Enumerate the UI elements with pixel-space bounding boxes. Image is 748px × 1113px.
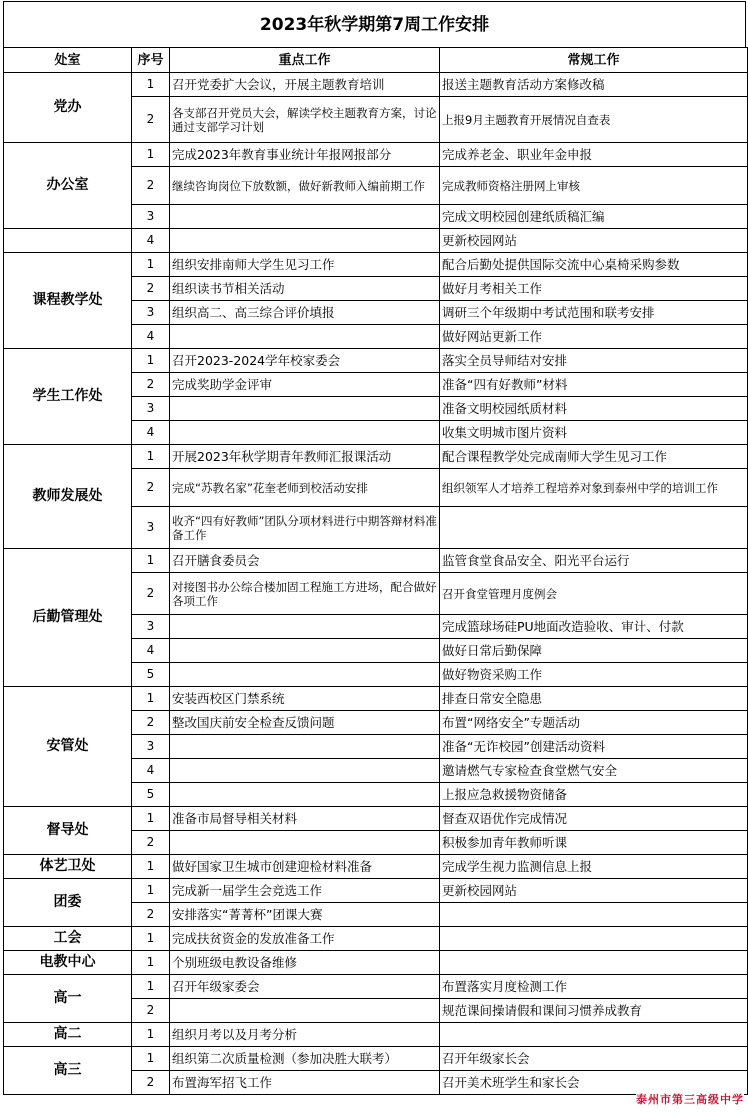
seq-cell: 1 xyxy=(132,549,170,573)
seq-cell: 5 xyxy=(132,783,170,807)
seq-cell: 2 xyxy=(132,903,170,927)
key-work-cell: 召开年级家委会 xyxy=(170,975,440,999)
key-work-cell xyxy=(170,999,440,1023)
dept-cell: 教师发展处 xyxy=(4,445,132,549)
routine-work-cell: 召开年级家长会 xyxy=(440,1047,748,1071)
routine-work-cell: 布置“网络安全”专题活动 xyxy=(440,711,748,735)
key-work-cell xyxy=(170,831,440,855)
seq-cell: 4 xyxy=(132,639,170,663)
routine-work-cell xyxy=(440,507,748,549)
table-row xyxy=(4,1023,748,1047)
schedule-body xyxy=(4,73,748,1095)
routine-work-cell: 完成篮球场硅PU地面改造验收、审计、付款 xyxy=(440,615,748,639)
seq-cell: 2 xyxy=(132,999,170,1023)
routine-work-cell: 准备“四有好教师”材料 xyxy=(440,373,748,397)
routine-work-cell: 召开食堂管理月度例会 xyxy=(440,573,748,615)
key-work-cell: 组织安排南师大学生见习工作 xyxy=(170,253,440,277)
routine-work-cell xyxy=(440,927,748,951)
key-work-cell: 各支部召开党员大会，解读学校主题教育方案，讨论通过支部学习计划 xyxy=(170,97,440,143)
header-routine-work: 常规工作 xyxy=(440,48,748,73)
school-watermark: 泰州市第三高级中学 xyxy=(636,1093,744,1106)
key-work-cell: 收齐“四有好教师”团队分项材料进行中期答辩材料准备工作 xyxy=(170,507,440,549)
key-work-cell: 布置海军招飞工作 xyxy=(170,1071,440,1095)
routine-work-cell: 排查日常安全隐患 xyxy=(440,687,748,711)
key-work-cell: 继续咨询岗位下放数额，做好新教师入编前期工作 xyxy=(170,167,440,205)
table-row xyxy=(4,253,748,277)
routine-work-cell: 召开美术班学生和家长会 xyxy=(440,1071,748,1095)
seq-cell: 2 xyxy=(132,167,170,205)
dept-cell: 高三 xyxy=(4,1047,132,1095)
routine-work-cell xyxy=(440,1023,748,1047)
table-row xyxy=(4,687,748,711)
key-work-cell xyxy=(170,639,440,663)
key-work-cell: 准备市局督导相关材料 xyxy=(170,807,440,831)
key-work-cell: 整改国庆前安全检查反馈问题 xyxy=(170,711,440,735)
routine-work-cell: 更新校园网站 xyxy=(440,879,748,903)
routine-work-cell: 组织领军人才培养工程培养对象到泰州中学的培训工作 xyxy=(440,469,748,507)
key-work-cell: 召开2023-2024学年校家委会 xyxy=(170,349,440,373)
key-work-cell xyxy=(170,421,440,445)
dept-cell: 高一 xyxy=(4,975,132,1023)
routine-work-cell: 完成养老金、职业年金申报 xyxy=(440,143,748,167)
key-work-cell: 个别班级电教设备维修 xyxy=(170,951,440,975)
seq-cell: 2 xyxy=(132,97,170,143)
dept-cell: 电教中心 xyxy=(4,951,132,975)
routine-work-cell: 报送主题教育活动方案修改稿 xyxy=(440,73,748,97)
seq-cell: 1 xyxy=(132,349,170,373)
table-row xyxy=(4,807,748,831)
seq-cell: 2 xyxy=(132,277,170,301)
key-work-cell: 召开膳食委员会 xyxy=(170,549,440,573)
seq-cell: 1 xyxy=(132,807,170,831)
key-work-cell: 对接图书办公综合楼加固工程施工方进场，配合做好各项工作 xyxy=(170,573,440,615)
seq-cell: 4 xyxy=(132,325,170,349)
header-row xyxy=(4,48,748,73)
seq-cell: 3 xyxy=(132,205,170,229)
header-seq: 序号 xyxy=(132,48,170,73)
key-work-cell: 开展2023年秋学期青年教师汇报课活动 xyxy=(170,445,440,469)
routine-work-cell: 上报应急救援物资储备 xyxy=(440,783,748,807)
dept-cell: 课程教学处 xyxy=(4,253,132,349)
seq-cell: 3 xyxy=(132,301,170,325)
seq-cell: 2 xyxy=(132,373,170,397)
seq-cell: 4 xyxy=(132,229,170,253)
header-key-work: 重点工作 xyxy=(170,48,440,73)
key-work-cell xyxy=(170,783,440,807)
routine-work-cell: 邀请燃气专家检查食堂燃气安全 xyxy=(440,759,748,783)
key-work-cell xyxy=(170,615,440,639)
routine-work-cell: 完成学生视力监测信息上报 xyxy=(440,855,748,879)
schedule-table xyxy=(3,47,748,1095)
dept-cell: 办公室 xyxy=(4,143,132,229)
routine-work-cell: 做好物资采购工作 xyxy=(440,663,748,687)
routine-work-cell xyxy=(440,951,748,975)
key-work-cell: 完成扶贫资金的发放准备工作 xyxy=(170,927,440,951)
table-row xyxy=(4,879,748,903)
routine-work-cell: 做好月考相关工作 xyxy=(440,277,748,301)
key-work-cell: 组织第二次质量检测（参加决胜大联考） xyxy=(170,1047,440,1071)
seq-cell: 1 xyxy=(132,927,170,951)
seq-cell: 3 xyxy=(132,735,170,759)
seq-cell: 2 xyxy=(132,1071,170,1095)
dept-cell: 体艺卫处 xyxy=(4,855,132,879)
key-work-cell: 组织月考以及月考分析 xyxy=(170,1023,440,1047)
key-work-cell: 召开党委扩大会议，开展主题教育培训 xyxy=(170,73,440,97)
table-row xyxy=(4,445,748,469)
seq-cell: 1 xyxy=(132,855,170,879)
dept-cell: 后勤管理处 xyxy=(4,549,132,687)
routine-work-cell: 完成教师资格注册网上审核 xyxy=(440,167,748,205)
routine-work-cell: 督查双语优作完成情况 xyxy=(440,807,748,831)
key-work-cell: 完成“苏教名家”花奎老师到校活动安排 xyxy=(170,469,440,507)
dept-cell: 督导处 xyxy=(4,807,132,855)
routine-work-cell: 配合课程教学处完成南师大学生见习工作 xyxy=(440,445,748,469)
routine-work-cell: 准备文明校园纸质材料 xyxy=(440,397,748,421)
dept-cell: 工会 xyxy=(4,927,132,951)
key-work-cell xyxy=(170,205,440,229)
key-work-cell xyxy=(170,759,440,783)
seq-cell: 1 xyxy=(132,951,170,975)
table-row xyxy=(4,975,748,999)
table-row xyxy=(4,855,748,879)
seq-cell: 1 xyxy=(132,687,170,711)
routine-work-cell: 上报9月主题教育开展情况自查表 xyxy=(440,97,748,143)
routine-work-cell: 完成文明校园创建纸质稿汇编 xyxy=(440,205,748,229)
seq-cell: 2 xyxy=(132,469,170,507)
key-work-cell: 做好国家卫生城市创建迎检材料准备 xyxy=(170,855,440,879)
routine-work-cell: 调研三个年级期中考试范围和联考安排 xyxy=(440,301,748,325)
key-work-cell: 组织读书节相关活动 xyxy=(170,277,440,301)
routine-work-cell: 更新校园网站 xyxy=(440,229,748,253)
seq-cell: 1 xyxy=(132,879,170,903)
key-work-cell xyxy=(170,663,440,687)
key-work-cell: 完成2023年教育事业统计年报网报部分 xyxy=(170,143,440,167)
routine-work-cell: 做好网站更新工作 xyxy=(440,325,748,349)
routine-work-cell: 监管食堂食品安全、阳光平台运行 xyxy=(440,549,748,573)
dept-cell: 团委 xyxy=(4,879,132,927)
routine-work-cell: 准备“无诈校园”创建活动资料 xyxy=(440,735,748,759)
seq-cell: 2 xyxy=(132,711,170,735)
seq-cell: 3 xyxy=(132,397,170,421)
seq-cell: 1 xyxy=(132,73,170,97)
table-row xyxy=(4,73,748,97)
routine-work-cell: 积极参加青年教师听课 xyxy=(440,831,748,855)
seq-cell: 1 xyxy=(132,1023,170,1047)
table-row xyxy=(4,143,748,167)
routine-work-cell: 落实全员导师结对安排 xyxy=(440,349,748,373)
key-work-cell: 组织高二、高三综合评价填报 xyxy=(170,301,440,325)
table-row xyxy=(4,549,748,573)
key-work-cell: 完成新一届学生会竞选工作 xyxy=(170,879,440,903)
header-dept: 处室 xyxy=(4,48,132,73)
seq-cell: 1 xyxy=(132,143,170,167)
routine-work-cell: 布置落实月度检测工作 xyxy=(440,975,748,999)
key-work-cell: 安排落实“菁菁杯”团课大赛 xyxy=(170,903,440,927)
routine-work-cell xyxy=(440,903,748,927)
routine-work-cell: 收集文明城市图片资料 xyxy=(440,421,748,445)
table-row xyxy=(4,927,748,951)
dept-cell: 高二 xyxy=(4,1023,132,1047)
table-row xyxy=(4,229,748,253)
seq-cell: 1 xyxy=(132,445,170,469)
dept-cell: 党办 xyxy=(4,73,132,143)
table-row xyxy=(4,349,748,373)
seq-cell: 3 xyxy=(132,507,170,549)
seq-cell: 4 xyxy=(132,759,170,783)
seq-cell: 4 xyxy=(132,421,170,445)
seq-cell: 3 xyxy=(132,615,170,639)
seq-cell: 2 xyxy=(132,831,170,855)
key-work-cell xyxy=(170,735,440,759)
dept-cell xyxy=(4,229,132,253)
table-row xyxy=(4,951,748,975)
seq-cell: 1 xyxy=(132,1047,170,1071)
table-row xyxy=(4,1047,748,1071)
routine-work-cell: 规范课间操请假和课间习惯养成教育 xyxy=(440,999,748,1023)
schedule-sheet xyxy=(0,1,748,1113)
page-title: 2023年秋学期第7周工作安排 xyxy=(3,1,746,47)
key-work-cell xyxy=(170,325,440,349)
dept-cell: 学生工作处 xyxy=(4,349,132,445)
routine-work-cell: 配合后勤处提供国际交流中心桌椅采购参数 xyxy=(440,253,748,277)
key-work-cell xyxy=(170,397,440,421)
seq-cell: 1 xyxy=(132,975,170,999)
seq-cell: 2 xyxy=(132,573,170,615)
key-work-cell xyxy=(170,229,440,253)
routine-work-cell: 做好日常后勤保障 xyxy=(440,639,748,663)
dept-cell: 安管处 xyxy=(4,687,132,807)
key-work-cell: 安装西校区门禁系统 xyxy=(170,687,440,711)
seq-cell: 5 xyxy=(132,663,170,687)
seq-cell: 1 xyxy=(132,253,170,277)
key-work-cell: 完成奖助学金评审 xyxy=(170,373,440,397)
